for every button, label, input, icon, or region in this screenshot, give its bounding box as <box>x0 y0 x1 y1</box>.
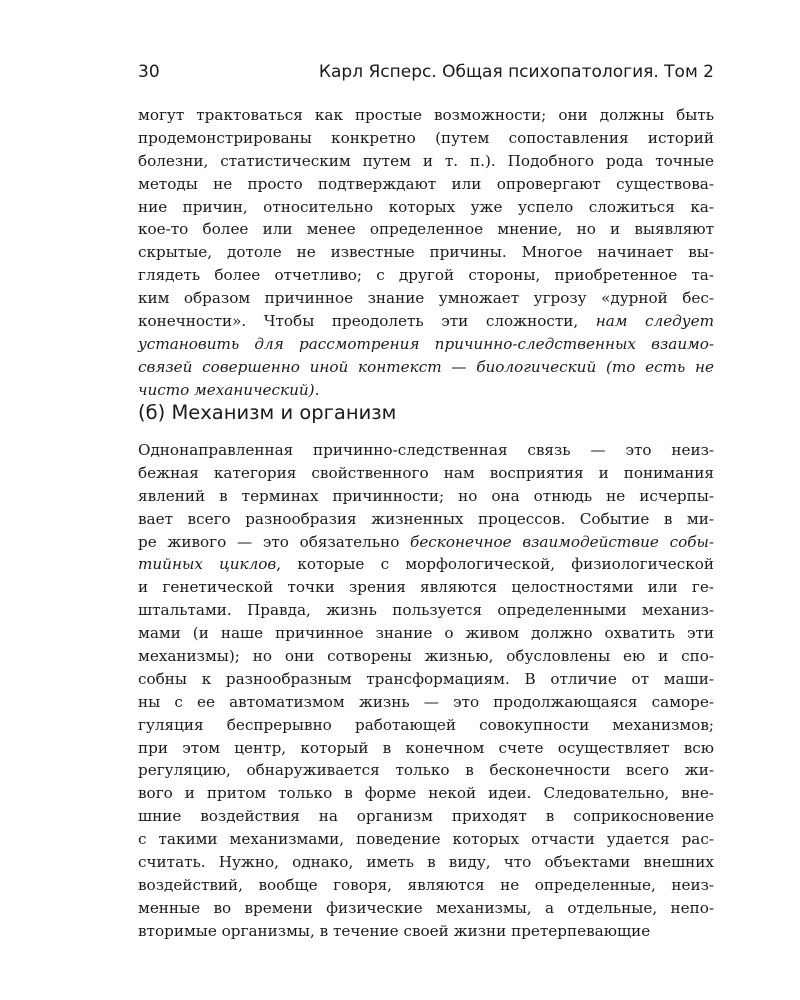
paragraph-line <box>138 645 714 668</box>
text-run: методы не просто подтверждают или опровергают существова- <box>138 174 714 193</box>
text-run: ким образом причинное знание умножает угрозу «дурной бес- <box>138 289 714 308</box>
text-run: воздействий, вообще говоря, являются не определенные, неиз- <box>138 875 714 894</box>
text-run: , которые с морфологической, физиологической <box>276 555 714 574</box>
text-run: гуляция беспрерывно работающей совокупности механизмов; <box>138 715 714 734</box>
paragraph-line <box>138 737 714 760</box>
book-title: Карл Ясперс. Общая психопатология. Том 2 <box>318 62 714 82</box>
paragraph-line <box>138 874 714 897</box>
paragraph-line <box>138 851 714 874</box>
text-run: могут трактоваться как простые возможности; они должны быть <box>138 106 714 124</box>
paragraph-line <box>138 439 714 462</box>
paragraph-causal-knowledge <box>138 104 714 402</box>
paragraph-line <box>138 805 714 828</box>
paragraph-mechanism-organism <box>138 439 714 943</box>
text-run: механизмы); но они сотворены жизнью, обусловлены ею и спо- <box>138 647 714 666</box>
text-run: болезни, статистическим путем и т. п.). Подобного рода точные <box>138 151 714 170</box>
text-run: продемонстрированы конкретно (путем сопоставления историй <box>138 128 714 147</box>
paragraph-line <box>138 356 714 379</box>
paragraph-line <box>138 173 714 196</box>
paragraph-line <box>138 576 714 599</box>
paragraph-line <box>138 150 714 173</box>
paragraph-line <box>138 508 714 531</box>
text-run: вого и притом только в форме некой идеи. Следовательно, вне- <box>138 784 714 803</box>
text-run: . <box>314 380 320 399</box>
paragraph-line <box>138 553 714 576</box>
paragraph-line <box>138 920 714 943</box>
italic-text: чисто механический) <box>138 380 315 399</box>
paragraph-line <box>138 599 714 622</box>
paragraph-line <box>138 264 714 287</box>
text-run: ре живого — это обязательно <box>138 532 411 551</box>
paragraph-line <box>138 196 714 219</box>
text-run: конечности». Чтобы преодолеть эти сложности, <box>138 312 596 331</box>
text-run: с такими механизмами, поведение которых отчасти удается рас- <box>138 830 714 849</box>
paragraph-line <box>138 759 714 782</box>
paragraph-line <box>138 462 714 485</box>
italic-text: бесконечное взаимодействие собы- <box>410 532 714 551</box>
paragraph-line <box>138 218 714 241</box>
paragraph-line <box>138 828 714 851</box>
paragraph-line <box>138 485 714 508</box>
paragraph-line <box>138 287 714 310</box>
paragraph-line <box>138 782 714 805</box>
text-run: ны с ее автоматизмом жизнь — это продолжающаяся саморе- <box>138 692 714 711</box>
paragraph-line <box>138 310 714 333</box>
text-run: штальтами. Правда, жизнь пользуется определенными механиз- <box>138 601 714 620</box>
text-run: мами (и наше причинное знание о живом должно охватить эти <box>138 624 714 643</box>
paragraph-line <box>138 531 714 554</box>
text-run: ние причин, относительно которых уже успело сложиться ка- <box>138 197 714 216</box>
text-run: при этом центр, который в конечном счете осуществляет всю <box>138 738 714 757</box>
paragraph-line <box>138 622 714 645</box>
text-run: регуляцию, обнаруживается только в бесконечности всего жи- <box>138 761 714 780</box>
page-number: 30 <box>138 62 160 82</box>
italic-text: связей совершенно иной контекст — биологический (то есть не <box>138 357 714 376</box>
text-run: вает всего разнообразия жизненных процессов. Событие в ми- <box>138 509 714 528</box>
paragraph-line <box>138 897 714 920</box>
text-run: кое-то более или менее определенное мнение, но и выявляют <box>138 220 714 239</box>
paragraph-line <box>138 127 714 150</box>
paragraph-line <box>138 104 714 127</box>
text-run: считать. Нужно, однако, иметь в виду, что объектами внешних <box>138 853 714 872</box>
text-run: явлений в терминах причинности; но она отнюдь не исчерпы- <box>138 486 714 505</box>
text-run: менные во времени физические механизмы, а отдельные, непо- <box>138 898 714 917</box>
paragraph-line <box>138 714 714 737</box>
section-heading: (б) Механизм и организм <box>138 401 397 424</box>
italic-text: установить для рассмотрения причинно-следственных взаимо- <box>138 334 714 353</box>
text-run: глядеть более отчетливо; с другой стороны, приобретенное та- <box>138 266 714 285</box>
text-run: вторимые организмы, в течение своей жизни претерпевающие <box>138 921 651 940</box>
paragraph-line <box>138 668 714 691</box>
text-run: шние воздействия на организм приходят в соприкосновение <box>138 807 714 826</box>
paragraph-line <box>138 241 714 264</box>
italic-text: тийных циклов <box>138 555 277 574</box>
running-head <box>138 62 714 90</box>
text-run: бежная категория свойственного нам восприятия и понимания <box>138 463 714 482</box>
text-run: Однонаправленная причинно-следственная связь — это неиз- <box>138 441 714 459</box>
paragraph-line <box>138 691 714 714</box>
paragraph-line <box>138 379 714 402</box>
text-run: собны к разнообразным трансформациям. В отличие от маши- <box>138 669 714 688</box>
italic-text: нам следует <box>595 312 715 331</box>
text-run: и генетической точки зрения являются целостностями или ге- <box>138 578 714 597</box>
paragraph-line <box>138 333 714 356</box>
text-run: скрытые, дотоле не известные причины. Многое начинает вы- <box>138 243 714 262</box>
